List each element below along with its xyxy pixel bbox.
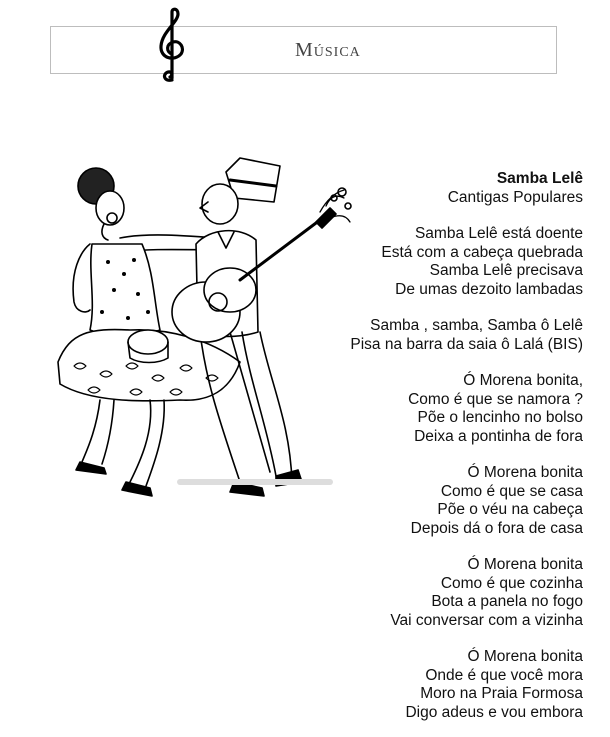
stanza-2 [253, 317, 583, 354]
stanza-6 [253, 648, 583, 722]
section-header [50, 26, 557, 74]
lyric-line: Como é que se namora ? [408, 390, 583, 408]
song-subtitle: Cantigas Populares [447, 188, 583, 206]
song-lyrics [253, 170, 583, 722]
lyric-line: Deixa a pontinha de fora [414, 427, 583, 445]
lyric-line: Põe o véu na cabeça [437, 501, 583, 518]
section-title: Música [295, 39, 361, 61]
lyric-line: Ó Morena bonita, [463, 372, 583, 389]
lyric-line: Depois dá o fora de casa [410, 519, 583, 537]
lyric-line: Onde é que você mora [425, 666, 583, 684]
lyric-line: Ó Morena bonita [467, 648, 583, 665]
lyric-line: Está com a cabeça quebrada [381, 243, 583, 261]
lyric-line: Bota a panela no fogo [431, 593, 583, 610]
lyric-line: Como é que se casa [440, 482, 583, 500]
lyric-line: Samba Lelê está doente [414, 225, 583, 242]
lyric-line: Vai conversar com a vizinha [390, 611, 583, 629]
lyric-line: Pisa na barra da saia ô Lalá (BIS) [350, 335, 583, 353]
lyric-line: Ó Morena bonita [467, 464, 583, 481]
lyric-line: Moro na Praia Formosa [420, 685, 583, 702]
lyric-line: Como é que cozinha [440, 574, 583, 592]
stanza-1 [253, 225, 583, 299]
stanza-5 [253, 556, 583, 630]
lyric-line: Samba Lelê precisava [429, 262, 583, 279]
lyric-line: Digo adeus e vou embora [405, 703, 583, 721]
stanza-4 [253, 464, 583, 538]
lyric-line: Samba , samba, Samba ô Lelê [370, 317, 583, 334]
stanza-3 [253, 372, 583, 446]
lyric-line: Põe o lencinho no bolso [417, 409, 583, 426]
treble-clef-icon [154, 6, 188, 86]
lyric-line: Ó Morena bonita [467, 556, 583, 573]
lyric-line: De umas dezoito lambadas [395, 280, 583, 298]
song-title: Samba Lelê [496, 170, 583, 187]
